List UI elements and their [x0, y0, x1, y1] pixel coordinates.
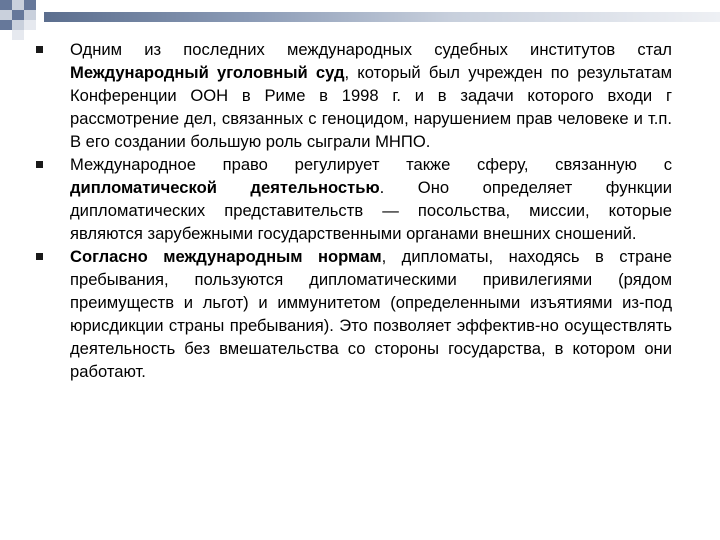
square-bullet-icon [36, 46, 43, 53]
bullet-1-text-start: Одним из последних международных судебных институтов стал [70, 40, 672, 59]
bullet-2-text-end: . Оно определяет функции дипломатических представительств — посольства, миссии, которые являются зарубежными государственными органами внешних сношений. [70, 178, 672, 243]
square-bullet-icon [36, 253, 43, 260]
bullet-3-bold: Согласно международным нормам [70, 247, 382, 266]
bullet-item-3 [36, 245, 672, 383]
bullet-2-bold: дипломатической деятельностью [70, 178, 380, 197]
bullet-item-2 [36, 153, 672, 245]
header-accent-bar [44, 12, 720, 22]
square-bullet-icon [36, 161, 43, 168]
slide-body [36, 38, 672, 383]
bullet-item-1 [36, 38, 672, 153]
bullet-2-text-start: Международное право регулирует также сферу, связанную с [70, 155, 672, 174]
bullet-1-text-end: , который был учрежден по результатам Конференции ООН в Риме в 1998 г. и в задачи которого входи г рассмотрение дел, связанных с геноцидом, нарушением прав человеке и т.п. В его создании большую роль сыграли МНПО. [70, 63, 673, 151]
bullet-1-bold: Международный уголовный суд [70, 63, 345, 82]
bullet-3-text-end: , дипломаты, находясь в стране пребывания, пользуются дипломатическими привилегиями (рядом преимуществ и льгот) и иммунитетом (определенными изъятиями из-под юрисдикции страны пребывания). Это позволяет эффектив-но осуществлять деятельность без вмешательства со стороны государства, в котором они работают. [70, 247, 672, 381]
